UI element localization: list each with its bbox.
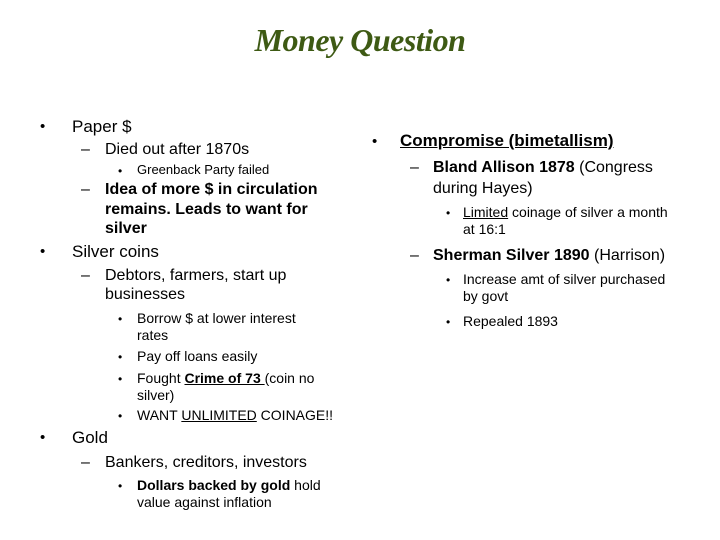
dollars-bold: Dollars backed by gold <box>137 477 291 493</box>
dollars-text <box>137 477 321 493</box>
dollars-text-2: value against inflation <box>137 494 272 510</box>
sherman-rest: (Harrison) <box>589 247 666 264</box>
fought-prefix: Fought <box>137 370 185 386</box>
bullet-icon: • <box>40 118 46 135</box>
want-prefix: WANT <box>137 407 182 423</box>
dash-icon: – <box>410 247 419 264</box>
limited-text-2: at 16:1 <box>463 221 506 237</box>
bullet-icon: • <box>118 164 123 178</box>
unlimited-text: UNLIMITED <box>181 407 257 423</box>
bland-text-2: during Hayes) <box>433 180 533 197</box>
silver-heading: Silver coins <box>72 242 159 261</box>
dash-icon: – <box>81 267 90 284</box>
payoff-text: Pay off loans easily <box>137 348 258 364</box>
fought-suffix: (coin no <box>264 370 315 386</box>
bullet-icon: • <box>446 273 451 287</box>
want-text <box>137 407 333 423</box>
increase-text-1: Increase amt of silver purchased <box>463 271 666 287</box>
limited-rest: coinage of silver a month <box>508 204 668 220</box>
gold-heading: Gold <box>72 428 108 447</box>
increase-text-2: by govt <box>463 288 509 304</box>
bullet-icon: • <box>446 315 451 329</box>
compromise-heading: Compromise (bimetallism) <box>400 131 614 150</box>
limited-text <box>463 204 668 220</box>
bullet-icon: • <box>40 429 46 446</box>
idea-text-1: Idea of more $ in circulation <box>105 181 318 198</box>
dash-icon: – <box>410 159 419 176</box>
crime-of-73-link: Crime of 73 <box>184 370 265 386</box>
borrow-text-1: Borrow $ at lower interest <box>137 310 296 326</box>
slide-title: Money Question <box>254 22 466 58</box>
dollars-rest: hold <box>290 477 321 493</box>
idea-text-3: silver <box>105 220 147 237</box>
want-suffix: COINAGE!! <box>256 407 334 423</box>
dash-icon: – <box>81 181 90 198</box>
bland-rest: (Congress <box>574 159 653 176</box>
greenback-text: Greenback Party failed <box>137 162 270 177</box>
died-out-text: Died out after 1870s <box>105 141 250 158</box>
bullet-icon: • <box>118 409 123 423</box>
bullet-icon: • <box>118 479 123 493</box>
bullet-icon: • <box>446 206 451 220</box>
dash-icon: – <box>81 454 90 471</box>
bullet-icon: • <box>40 243 46 260</box>
bland-bold: Bland Allison 1878 <box>433 159 575 176</box>
paper-heading: Paper $ <box>72 117 132 136</box>
idea-text-2: remains. Leads to want for <box>105 201 308 218</box>
debtors-text-2: businesses <box>105 286 186 303</box>
bullet-icon: • <box>118 312 123 326</box>
bullet-icon: • <box>118 372 123 386</box>
bullet-icon: • <box>372 133 378 150</box>
repealed-text: Repealed 1893 <box>463 313 558 329</box>
fought-text <box>137 370 314 386</box>
bankers-text: Bankers, creditors, investors <box>105 454 307 471</box>
bullet-icon: • <box>118 350 123 364</box>
dash-icon: – <box>81 141 90 158</box>
bland-text <box>433 159 653 177</box>
limited-underlined: Limited <box>463 204 509 220</box>
debtors-text-1: Debtors, farmers, start up <box>105 267 287 284</box>
sherman-text <box>433 247 665 265</box>
sherman-bold: Sherman Silver 1890 <box>433 247 590 264</box>
borrow-text-2: rates <box>137 327 169 343</box>
fought-text-2: silver) <box>137 387 175 403</box>
